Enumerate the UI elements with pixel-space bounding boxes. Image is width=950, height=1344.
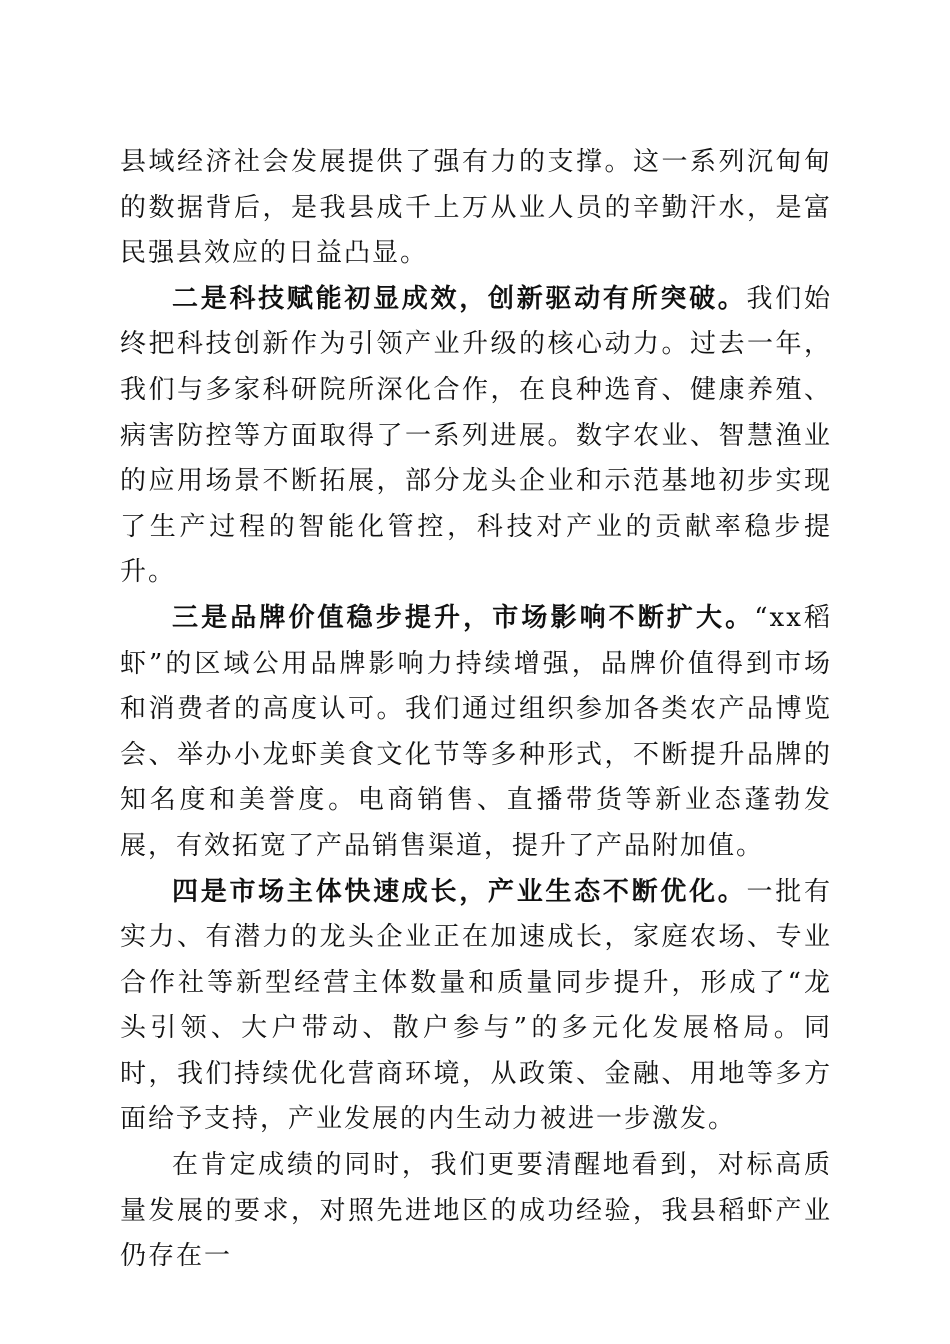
paragraph-text: 县域经济社会发展提供了强有力的支撑。这一系列沉甸甸的数据背后，是我县成千上万从业人员的辛勤汗水，是富民强县效应的日益凸显。	[120, 147, 832, 269]
paragraph-text: 在肯定成绩的同时，我们更要清醒地看到，对标高质量发展的要求，对照先进地区的成功经验，我县稻虾产业仍存在一	[120, 1150, 832, 1272]
paragraph-text: “xx稻虾”的区域公用品牌影响力持续增强，品牌价值得到市场和消费者的高度认可。我们通过组织参加各类农产品博览会、举办小龙虾美食文化节等多种形式，不断提升品牌的知名度和美誉度。电商销售、直播带货等新业态蓬勃发展，有效拓宽了产品销售渠道，提升了产品附加值。	[120, 602, 832, 861]
paragraph-text: 一批有实力、有潜力的龙头企业正在加速成长，家庭农场、专业合作社等新型经营主体数量和质量同步提升，形成了“龙头引领、大户带动、散户参与”的多元化发展格局。同时，我们持续优化营商环境，从政策、金融、用地等多方面给予支持，产业发展的内生动力被进一步激发。	[120, 876, 832, 1135]
paragraph-heading: 三是品牌价值稳步提升，市场影响不断扩大。	[172, 602, 755, 633]
paragraph-heading: 四是市场主体快速成长，产业生态不断优化。	[172, 876, 747, 907]
paragraph-continuation	[120, 140, 832, 277]
paragraph-heading: 二是科技赋能初显成效，创新驱动有所突破。	[172, 283, 747, 314]
paragraph-shortcomings	[120, 1143, 832, 1280]
paragraph-tech-empowerment	[120, 277, 832, 596]
document-body	[120, 140, 832, 1280]
paragraph-market-entities	[120, 870, 832, 1144]
paragraph-brand-value	[120, 596, 832, 870]
paragraph-text: 我们始终把科技创新作为引领产业升级的核心动力。过去一年，我们与多家科研院所深化合作，在良种选育、健康养殖、病害防控等方面取得了一系列进展。数字农业、智慧渔业的应用场景不断拓展，部分龙头企业和示范基地初步实现了生产过程的智能化管控，科技对产业的贡献率稳步提升。	[120, 283, 832, 588]
